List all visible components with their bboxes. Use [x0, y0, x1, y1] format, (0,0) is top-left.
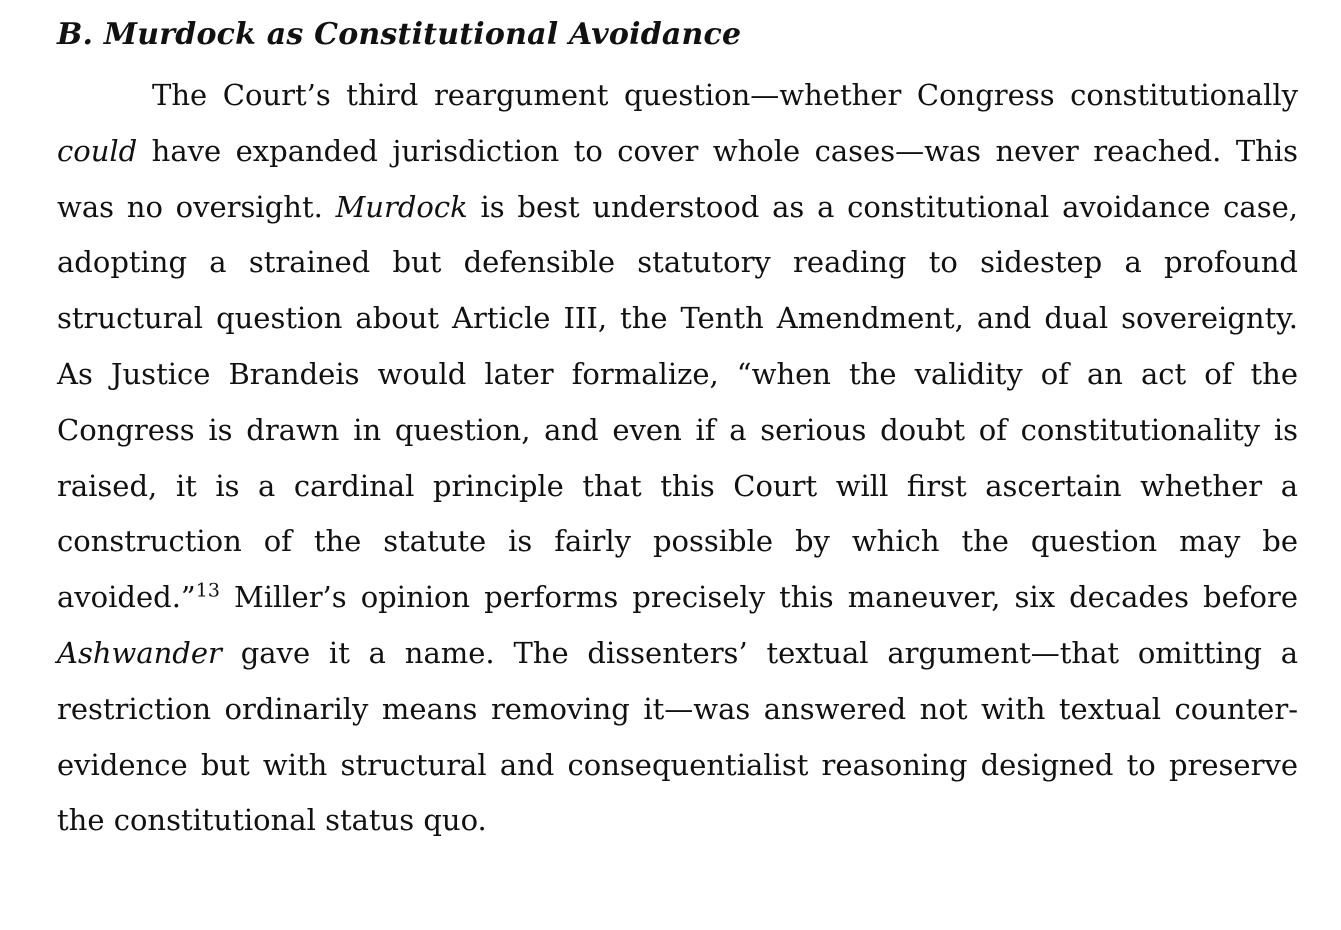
emphasis-could: could: [57, 133, 138, 168]
paragraph-text-segment: gave it a name. The dissenters’ textual argument—that omitting a restriction ordinarily means removing it—was answered not with textual counter-evidence but with structural and consequentialist reasoning designed to preserve the constitutional status quo.: [57, 635, 1298, 838]
paragraph-text-segment: is best understood as a constitutional avoidance case, adopting a strained but defensible statutory reading to sidestep a profound structural question about Article III, the Tenth Amendment, and dual sovereignty. As Justice Brandeis would later formalize, “when the validity of an act of the Congress is drawn in question, and even if a serious doubt of constitutionality is raised, it is a cardinal principle that this Court will first ascertain whether a construction of the statute is fairly possible by which the question may be avoided.”: [57, 189, 1298, 615]
paragraph-text-segment: The Court’s third reargument question—whether Congress constitutionally: [152, 78, 1298, 112]
body-paragraph: [57, 68, 1298, 849]
case-name-murdock: Murdock: [335, 189, 468, 224]
footnote-reference[interactable]: 13: [195, 579, 220, 602]
case-name-ashwander: Ashwander: [57, 635, 222, 670]
paragraph-text-segment: have expanded jurisdiction to cover whole cases—was never reached. This was no oversight.: [57, 133, 1298, 224]
paragraph-text-segment: Miller’s opinion performs precisely this maneuver, six decades before: [219, 580, 1298, 615]
document-page: [57, 12, 1298, 849]
section-heading: B. Murdock as Constitutional Avoidance: [57, 17, 742, 52]
